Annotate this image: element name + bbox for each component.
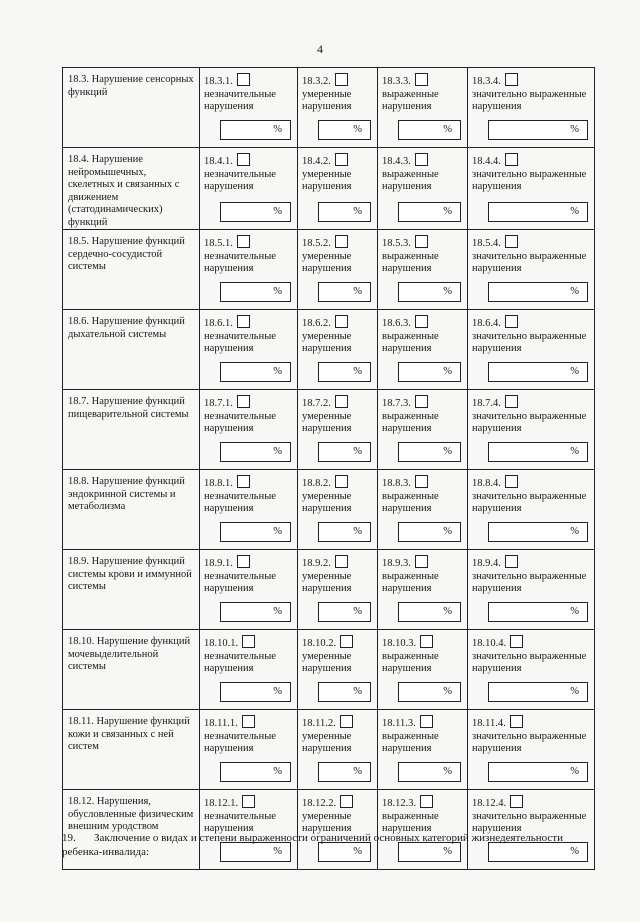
option-cell [200, 710, 298, 790]
option-cell [468, 148, 595, 230]
degree-checkbox[interactable] [510, 635, 523, 648]
percent-field[interactable] [488, 682, 588, 702]
row-label: 18.8. Нарушение функций эндокринной системы и метаболизма [63, 470, 200, 550]
option-text: умеренные нарушения [302, 490, 352, 514]
percent-field[interactable] [398, 682, 461, 702]
percent-field[interactable] [318, 202, 371, 222]
option-text: незначительные нарушения [204, 410, 276, 434]
degree-checkbox[interactable] [237, 315, 250, 328]
percent-sign: % [570, 206, 579, 217]
option-code: 18.12.1. [204, 798, 239, 809]
option-code: 18.5.4. [472, 238, 501, 249]
degree-checkbox[interactable] [505, 395, 518, 408]
option-code: 18.9.4. [472, 558, 501, 569]
option-text: значительно выраженные нарушения [472, 330, 587, 354]
percent-sign: % [353, 766, 362, 777]
percent-field[interactable] [488, 282, 588, 302]
option-text: умеренные нарушения [302, 410, 352, 434]
degree-checkbox[interactable] [505, 555, 518, 568]
option-text: незначительные нарушения [204, 810, 276, 834]
percent-sign: % [443, 366, 452, 377]
option-cell [298, 630, 378, 710]
percent-field[interactable] [488, 362, 588, 382]
degree-checkbox[interactable] [415, 475, 428, 488]
option-code: 18.11.3. [382, 718, 416, 729]
option-cell [298, 470, 378, 550]
option-cell [378, 310, 468, 390]
percent-field[interactable] [318, 282, 371, 302]
row-label: 18.12. Нарушения, обусловленные физическим внешним уродством [63, 790, 200, 870]
option-cell [468, 390, 595, 470]
table-row [63, 390, 595, 470]
option-cell [468, 550, 595, 630]
option-cell [298, 550, 378, 630]
option-cell [200, 148, 298, 230]
percent-field[interactable] [488, 120, 588, 140]
percent-sign: % [273, 124, 282, 135]
percent-sign: % [570, 766, 579, 777]
option-text: умеренные нарушения [302, 330, 352, 354]
degree-checkbox[interactable] [340, 795, 353, 808]
option-code: 18.12.2. [302, 798, 337, 809]
row-label: 18.10. Нарушение функций мочевыделительной системы [63, 630, 200, 710]
option-text: умеренные нарушения [302, 88, 352, 112]
option-text: значительно выраженные нарушения [472, 490, 587, 514]
degree-checkbox[interactable] [335, 555, 348, 568]
degree-checkbox[interactable] [505, 73, 518, 86]
option-text: значительно выраженные нарушения [472, 250, 587, 274]
page-number: 4 [317, 42, 323, 56]
option-code: 18.9.1. [204, 558, 233, 569]
percent-sign: % [353, 124, 362, 135]
percent-field[interactable] [318, 522, 371, 542]
option-text: выраженные нарушения [382, 168, 439, 192]
option-code: 18.8.3. [382, 478, 411, 489]
table-row [63, 148, 595, 230]
percent-sign: % [570, 846, 579, 857]
option-code: 18.5.2. [302, 238, 331, 249]
percent-sign: % [443, 606, 452, 617]
option-code: 18.7.2. [302, 398, 331, 409]
percent-sign: % [443, 686, 452, 697]
percent-field[interactable] [220, 682, 291, 702]
option-text: значительно выраженные нарушения [472, 88, 587, 112]
option-code: 18.4.1. [204, 156, 233, 167]
option-cell [468, 630, 595, 710]
percent-field[interactable] [398, 282, 461, 302]
option-text: выраженные нарушения [382, 490, 439, 514]
percent-field[interactable] [318, 682, 371, 702]
percent-field[interactable] [488, 762, 588, 782]
option-text: незначительные нарушения [204, 570, 276, 594]
option-code: 18.8.1. [204, 478, 233, 489]
option-code: 18.4.4. [472, 156, 501, 167]
percent-sign: % [443, 526, 452, 537]
percent-field[interactable] [220, 282, 291, 302]
percent-field[interactable] [488, 522, 588, 542]
option-cell [200, 550, 298, 630]
percent-sign: % [443, 766, 452, 777]
option-text: значительно выраженные нарушения [472, 810, 587, 834]
option-cell [378, 230, 468, 310]
percent-sign: % [570, 686, 579, 697]
degree-checkbox[interactable] [415, 73, 428, 86]
option-code: 18.12.4. [472, 798, 507, 809]
option-text: выраженные нарушения [382, 88, 439, 112]
option-code: 18.10.2. [302, 638, 337, 649]
degree-checkbox[interactable] [335, 235, 348, 248]
percent-sign: % [570, 286, 579, 297]
percent-sign: % [570, 366, 579, 377]
option-text: умеренные нарушения [302, 730, 352, 754]
degree-checkbox[interactable] [237, 475, 250, 488]
percent-sign: % [273, 846, 282, 857]
conclusion-item-19 [62, 831, 600, 859]
option-code: 18.11.1. [204, 718, 238, 729]
option-code: 18.4.3. [382, 156, 411, 167]
percent-field[interactable] [398, 202, 461, 222]
percent-sign: % [273, 686, 282, 697]
table-row [63, 230, 595, 310]
percent-sign: % [273, 366, 282, 377]
row-label: 18.4. Нарушение нейромышечных, скелетных и связанных с движением (статодинамических) функций [63, 148, 200, 230]
option-code: 18.6.2. [302, 318, 331, 329]
option-cell [378, 470, 468, 550]
option-cell [200, 230, 298, 310]
percent-sign: % [570, 446, 579, 457]
degree-checkbox[interactable] [505, 153, 518, 166]
percent-field[interactable] [318, 120, 371, 140]
option-cell [200, 390, 298, 470]
option-cell [468, 710, 595, 790]
option-text: значительно выраженные нарушения [472, 730, 587, 754]
percent-field[interactable] [398, 762, 461, 782]
option-text: выраженные нарушения [382, 730, 439, 754]
percent-field[interactable] [398, 362, 461, 382]
option-code: 18.3.3. [382, 76, 411, 87]
degree-checkbox[interactable] [335, 153, 348, 166]
option-code: 18.9.2. [302, 558, 331, 569]
option-code: 18.8.4. [472, 478, 501, 489]
option-code: 18.11.2. [302, 718, 336, 729]
option-text: незначительные нарушения [204, 330, 276, 354]
option-text: незначительные нарушения [204, 730, 276, 754]
percent-sign: % [353, 366, 362, 377]
option-cell [468, 68, 595, 148]
option-code: 18.7.1. [204, 398, 233, 409]
percent-sign: % [273, 206, 282, 217]
degree-checkbox[interactable] [335, 475, 348, 488]
option-cell [378, 148, 468, 230]
option-code: 18.7.3. [382, 398, 411, 409]
option-cell [298, 68, 378, 148]
option-text: умеренные нарушения [302, 570, 352, 594]
row-label: 18.3. Нарушение сенсорных функций [63, 68, 200, 148]
percent-field[interactable] [398, 522, 461, 542]
option-text: умеренные нарушения [302, 168, 352, 192]
percent-sign: % [443, 846, 452, 857]
option-text: выраженные нарушения [382, 330, 439, 354]
option-code: 18.6.1. [204, 318, 233, 329]
table-row [63, 470, 595, 550]
option-code: 18.7.4. [472, 398, 501, 409]
option-cell [468, 310, 595, 390]
option-text: выраженные нарушения [382, 810, 439, 834]
table-row [63, 310, 595, 390]
option-text: незначительные нарушения [204, 250, 276, 274]
degree-checkbox[interactable] [420, 715, 433, 728]
degree-checkbox[interactable] [242, 715, 255, 728]
option-cell [298, 310, 378, 390]
table-row [63, 710, 595, 790]
option-text: значительно выраженные нарушения [472, 410, 587, 434]
option-cell [468, 470, 595, 550]
option-cell [298, 148, 378, 230]
option-cell [200, 310, 298, 390]
percent-sign: % [570, 606, 579, 617]
option-code: 18.11.4. [472, 718, 506, 729]
percent-field[interactable] [398, 442, 461, 462]
row-label: 18.11. Нарушение функций кожи и связанных с ней систем [63, 710, 200, 790]
option-code: 18.5.1. [204, 238, 233, 249]
option-text: выраженные нарушения [382, 650, 439, 674]
percent-sign: % [273, 766, 282, 777]
percent-field[interactable] [398, 602, 461, 622]
option-text: незначительные нарушения [204, 88, 276, 112]
percent-sign: % [353, 686, 362, 697]
percent-sign: % [443, 124, 452, 135]
percent-field[interactable] [220, 362, 291, 382]
degree-checkbox[interactable] [510, 715, 523, 728]
option-cell [200, 68, 298, 148]
percent-field[interactable] [220, 762, 291, 782]
row-label: 18.5. Нарушение функций сердечно-сосудистой системы [63, 230, 200, 310]
option-text: умеренные нарушения [302, 650, 352, 674]
option-cell [378, 68, 468, 148]
option-cell [378, 550, 468, 630]
percent-sign: % [353, 286, 362, 297]
percent-field[interactable] [220, 522, 291, 542]
degree-checkbox[interactable] [420, 635, 433, 648]
percent-field[interactable] [220, 602, 291, 622]
option-code: 18.3.2. [302, 76, 331, 87]
percent-sign: % [443, 446, 452, 457]
degree-checkbox[interactable] [237, 395, 250, 408]
degree-checkbox[interactable] [237, 555, 250, 568]
degree-checkbox[interactable] [505, 315, 518, 328]
degree-checkbox[interactable] [237, 153, 250, 166]
option-text: значительно выраженные нарушения [472, 570, 587, 594]
option-text: выраженные нарушения [382, 570, 439, 594]
degree-checkbox[interactable] [237, 73, 250, 86]
option-text: выраженные нарушения [382, 410, 439, 434]
percent-sign: % [273, 286, 282, 297]
percent-field[interactable] [318, 762, 371, 782]
option-cell [200, 470, 298, 550]
percent-sign: % [353, 206, 362, 217]
percent-sign: % [353, 526, 362, 537]
option-cell [378, 390, 468, 470]
degree-checkbox[interactable] [415, 235, 428, 248]
degree-checkbox[interactable] [237, 235, 250, 248]
percent-field[interactable] [488, 202, 588, 222]
option-code: 18.8.2. [302, 478, 331, 489]
option-cell [378, 630, 468, 710]
degree-checkbox[interactable] [335, 315, 348, 328]
row-label: 18.6. Нарушение функций дыхательной системы [63, 310, 200, 390]
option-code: 18.10.1. [204, 638, 239, 649]
option-code: 18.6.4. [472, 318, 501, 329]
percent-sign: % [273, 526, 282, 537]
percent-field[interactable] [220, 442, 291, 462]
degree-checkbox[interactable] [335, 395, 348, 408]
degree-checkbox[interactable] [415, 395, 428, 408]
option-cell [298, 710, 378, 790]
percent-sign: % [353, 846, 362, 857]
percent-sign: % [353, 606, 362, 617]
percent-sign: % [443, 286, 452, 297]
percent-sign: % [570, 526, 579, 537]
degree-checkbox[interactable] [505, 475, 518, 488]
option-code: 18.6.3. [382, 318, 411, 329]
percent-sign: % [273, 606, 282, 617]
option-code: 18.4.2. [302, 156, 331, 167]
option-text: незначительные нарушения [204, 168, 276, 192]
option-cell [468, 230, 595, 310]
percent-field[interactable] [488, 442, 588, 462]
degree-checkbox[interactable] [340, 635, 353, 648]
option-text: незначительные нарушения [204, 650, 276, 674]
degree-checkbox[interactable] [340, 715, 353, 728]
percent-field[interactable] [398, 120, 461, 140]
degree-checkbox[interactable] [505, 235, 518, 248]
percent-sign: % [353, 446, 362, 457]
option-cell [378, 710, 468, 790]
row-label: 18.9. Нарушение функций системы крови и иммунной системы [63, 550, 200, 630]
percent-field[interactable] [220, 120, 291, 140]
conclusion-text: Заключение о видах и степени выраженности ограничений основных категорий жизнедеятельности ребенка-инвалида: [62, 832, 563, 858]
degree-checkbox[interactable] [420, 795, 433, 808]
option-code: 18.10.4. [472, 638, 507, 649]
degree-checkbox[interactable] [415, 153, 428, 166]
option-code: 18.10.3. [382, 638, 417, 649]
option-text: значительно выраженные нарушения [472, 168, 587, 192]
option-cell [298, 390, 378, 470]
degree-checkbox[interactable] [242, 795, 255, 808]
option-text: значительно выраженные нарушения [472, 650, 587, 674]
option-code: 18.12.3. [382, 798, 417, 809]
degree-checkbox[interactable] [415, 315, 428, 328]
option-code: 18.9.3. [382, 558, 411, 569]
table-row [63, 630, 595, 710]
option-cell [200, 630, 298, 710]
percent-field[interactable] [220, 202, 291, 222]
percent-sign: % [273, 446, 282, 457]
percent-field[interactable] [488, 602, 588, 622]
option-text: умеренные нарушения [302, 810, 352, 834]
impairment-table [62, 67, 595, 870]
percent-field[interactable] [318, 602, 371, 622]
option-text: выраженные нарушения [382, 250, 439, 274]
percent-sign: % [443, 206, 452, 217]
percent-field[interactable] [318, 362, 371, 382]
option-code: 18.5.3. [382, 238, 411, 249]
percent-sign: % [570, 124, 579, 135]
option-code: 18.3.1. [204, 76, 233, 87]
option-text: умеренные нарушения [302, 250, 352, 274]
row-label: 18.7. Нарушение функций пищеварительной системы [63, 390, 200, 470]
percent-field[interactable] [318, 442, 371, 462]
option-cell [298, 230, 378, 310]
conclusion-number: 19. [62, 832, 76, 844]
degree-checkbox[interactable] [335, 73, 348, 86]
degree-checkbox[interactable] [510, 795, 523, 808]
option-code: 18.3.4. [472, 76, 501, 87]
table-row [63, 68, 595, 148]
degree-checkbox[interactable] [242, 635, 255, 648]
degree-checkbox[interactable] [415, 555, 428, 568]
option-text: незначительные нарушения [204, 490, 276, 514]
table-row [63, 550, 595, 630]
